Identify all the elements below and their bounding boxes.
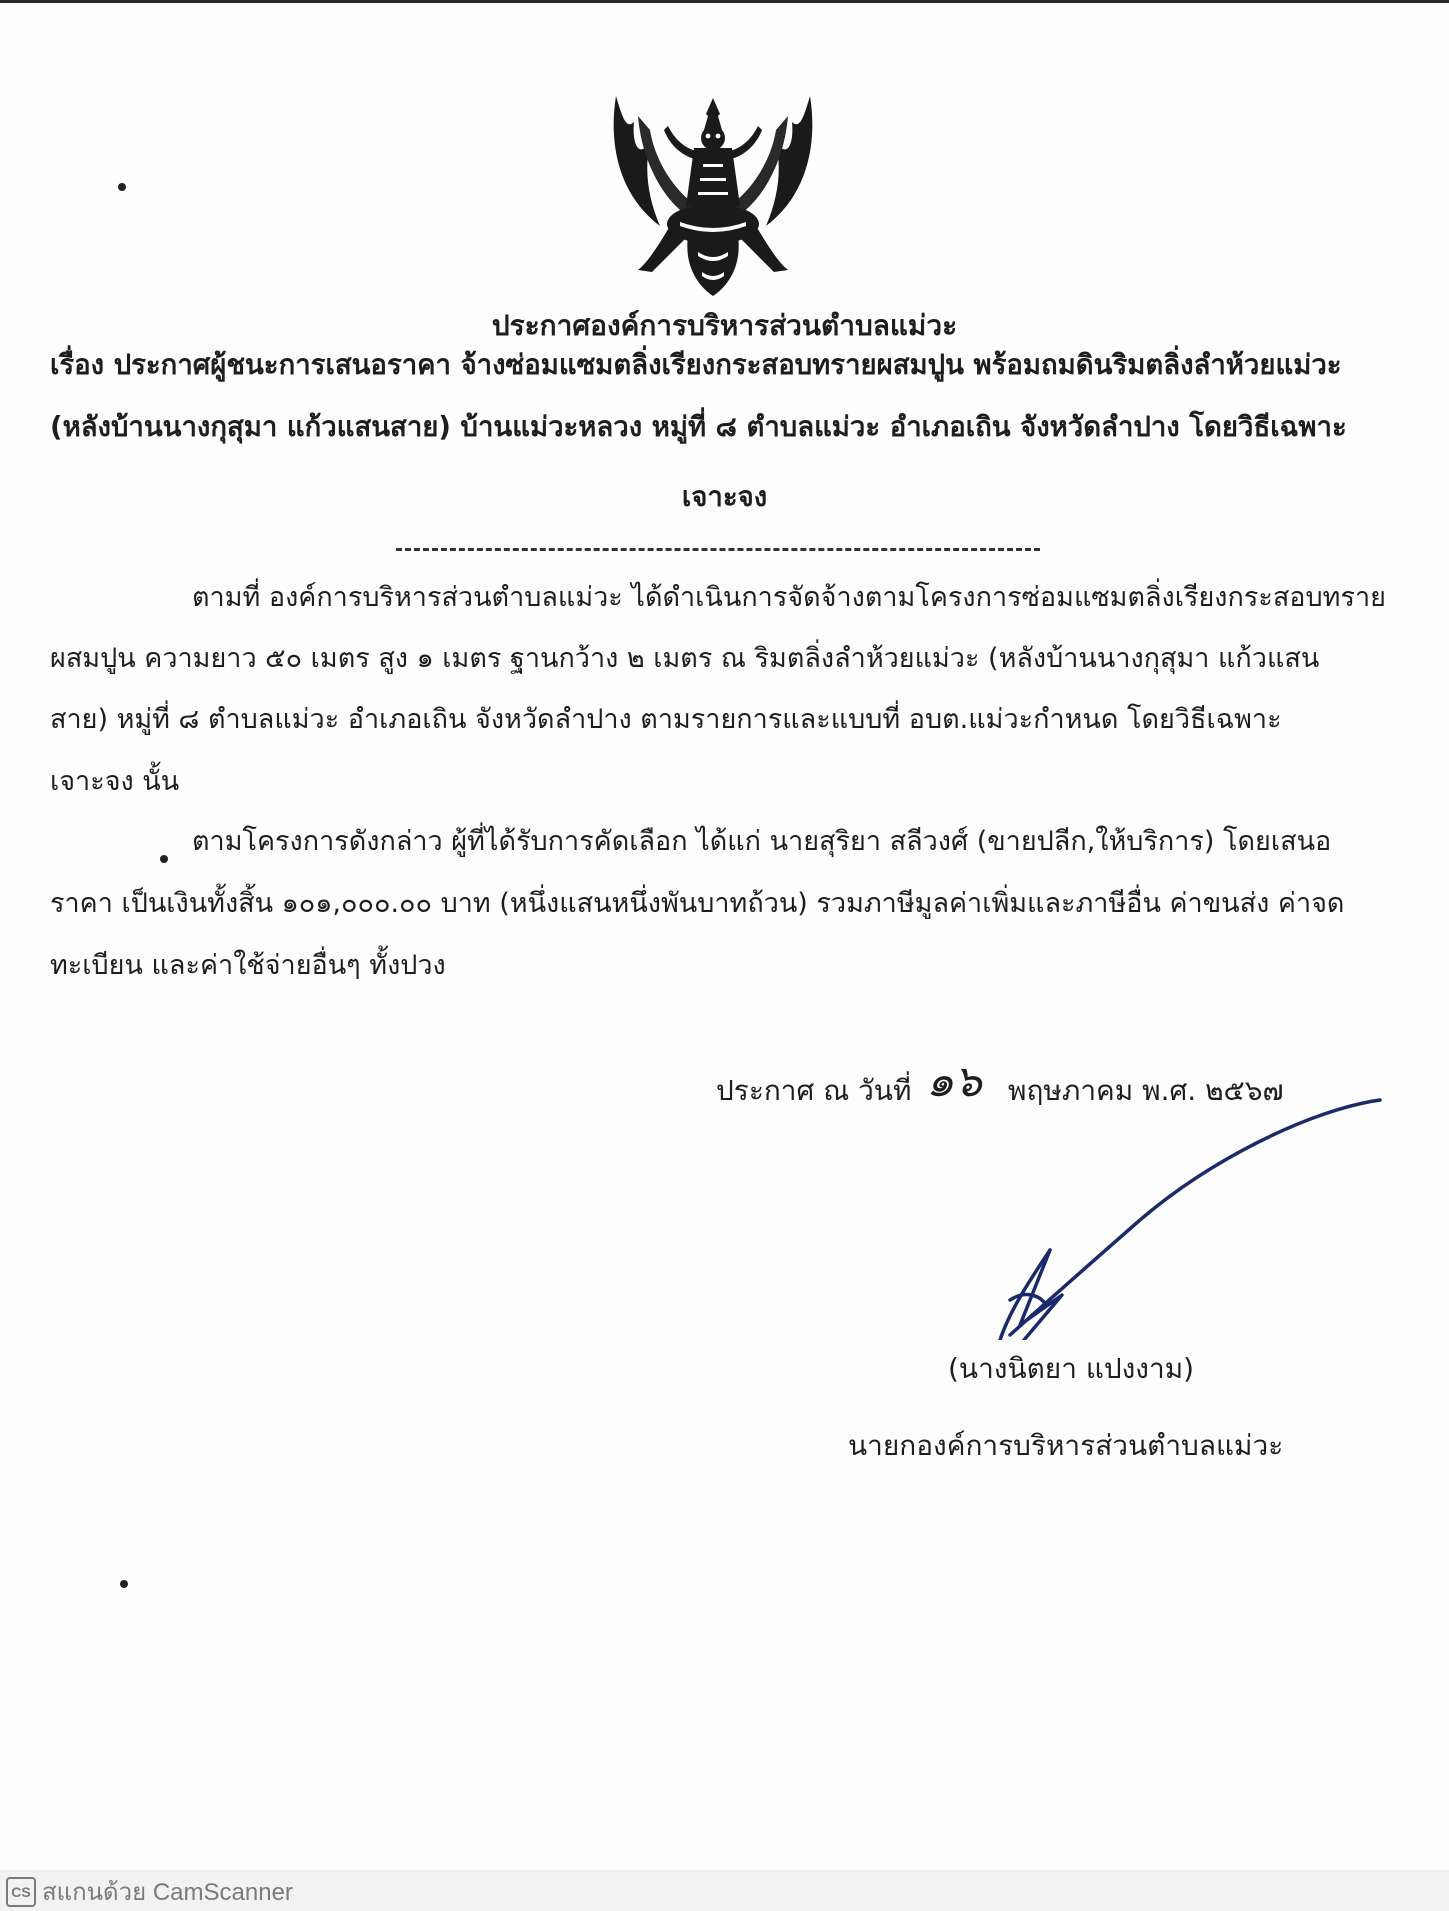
camscanner-logo-icon: CS [6, 1877, 36, 1907]
camscanner-watermark [6, 1872, 293, 1911]
paragraph2-line-1: ตามโครงการดังกล่าว ผู้ที่ได้รับการคัดเลือก ได้แก่ นายสุริยา สลีวงศ์ (ขายปลีก,ให้บริการ) โดยเสนอ [192, 826, 1332, 857]
subject-line-2: (หลังบ้านนางกุสุมา แก้วแสนสาย) บ้านแม่วะหลวง หมู่ที่ ๘ ตำบลแม่วะ อำเภอเถิน จังหวัดลำปาง โดยวิธีเฉพาะ [50, 411, 1347, 443]
camscanner-text: สแกนด้วย CamScanner [42, 1879, 293, 1906]
paragraph1-line-2: ผสมปูน ความยาว ๕๐ เมตร สูง ๑ เมตร ฐานกว้าง ๒ เมตร ณ ริมตลิ่งลำห้วยแม่วะ (หลังบ้านนางกุสุมา แก้วแสน [50, 643, 1320, 674]
signer-title: นายกองค์การบริหารส่วนตำบลแม่วะ [848, 1429, 1284, 1462]
announcement-heading: ประกาศองค์การบริหารส่วนตำบลแม่วะ [491, 309, 958, 342]
paragraph1-line-1: ตามที่ องค์การบริหารส่วนตำบลแม่วะ ได้ดำเนินการจัดจ้างตามโครงการซ่อมแซมตลิ่งเรียงกระสอบทราย [192, 582, 1386, 613]
paragraph2-line-2: ราคา เป็นเงินทั้งสิ้น ๑๐๑,๐๐๐.๐๐ บาท (หนึ่งแสนหนึ่งพันบาทถ้วน) รวมภาษีมูลค่าเพิ่มและภาษีอื่น ค่าขนส่ง ค่าจด [50, 888, 1345, 919]
dashed-separator [396, 548, 1040, 551]
garuda-emblem-icon [608, 86, 818, 300]
paragraph1-line-3: สาย) หมู่ที่ ๘ ตำบลแม่วะ อำเภอเถิน จังหวัดลำปาง ตามรายการและแบบที่ อบต.แม่วะกำหนด โดยวิธีเฉพาะ [50, 704, 1282, 735]
signer-name: (นางนิตยา แปงงาม) [948, 1352, 1195, 1385]
date-suffix: พฤษภาคม พ.ศ. ๒๕๖๗ [1008, 1074, 1284, 1107]
paragraph1-line-4: เจาะจง นั้น [50, 766, 180, 797]
scan-dot [160, 855, 168, 863]
scan-top-edge [0, 0, 1449, 3]
scan-dot [120, 1580, 128, 1588]
date-day-handwritten: ๑๖ [926, 1056, 982, 1107]
scan-dot [118, 183, 126, 191]
date-prefix: ประกาศ ณ วันที่ [716, 1074, 912, 1107]
handwritten-signature [950, 1090, 1390, 1340]
subject-line-3: เจาะจง [681, 481, 768, 513]
paragraph2-line-3: ทะเบียน และค่าใช้จ่ายอื่นๆ ทั้งปวง [50, 950, 446, 981]
subject-line-1: เรื่อง ประกาศผู้ชนะการเสนอราคา จ้างซ่อมแซมตลิ่งเรียงกระสอบทรายผสมปูน พร้อมถมดินริมตลิ่งลำห้วยแม่วะ [50, 349, 1342, 381]
